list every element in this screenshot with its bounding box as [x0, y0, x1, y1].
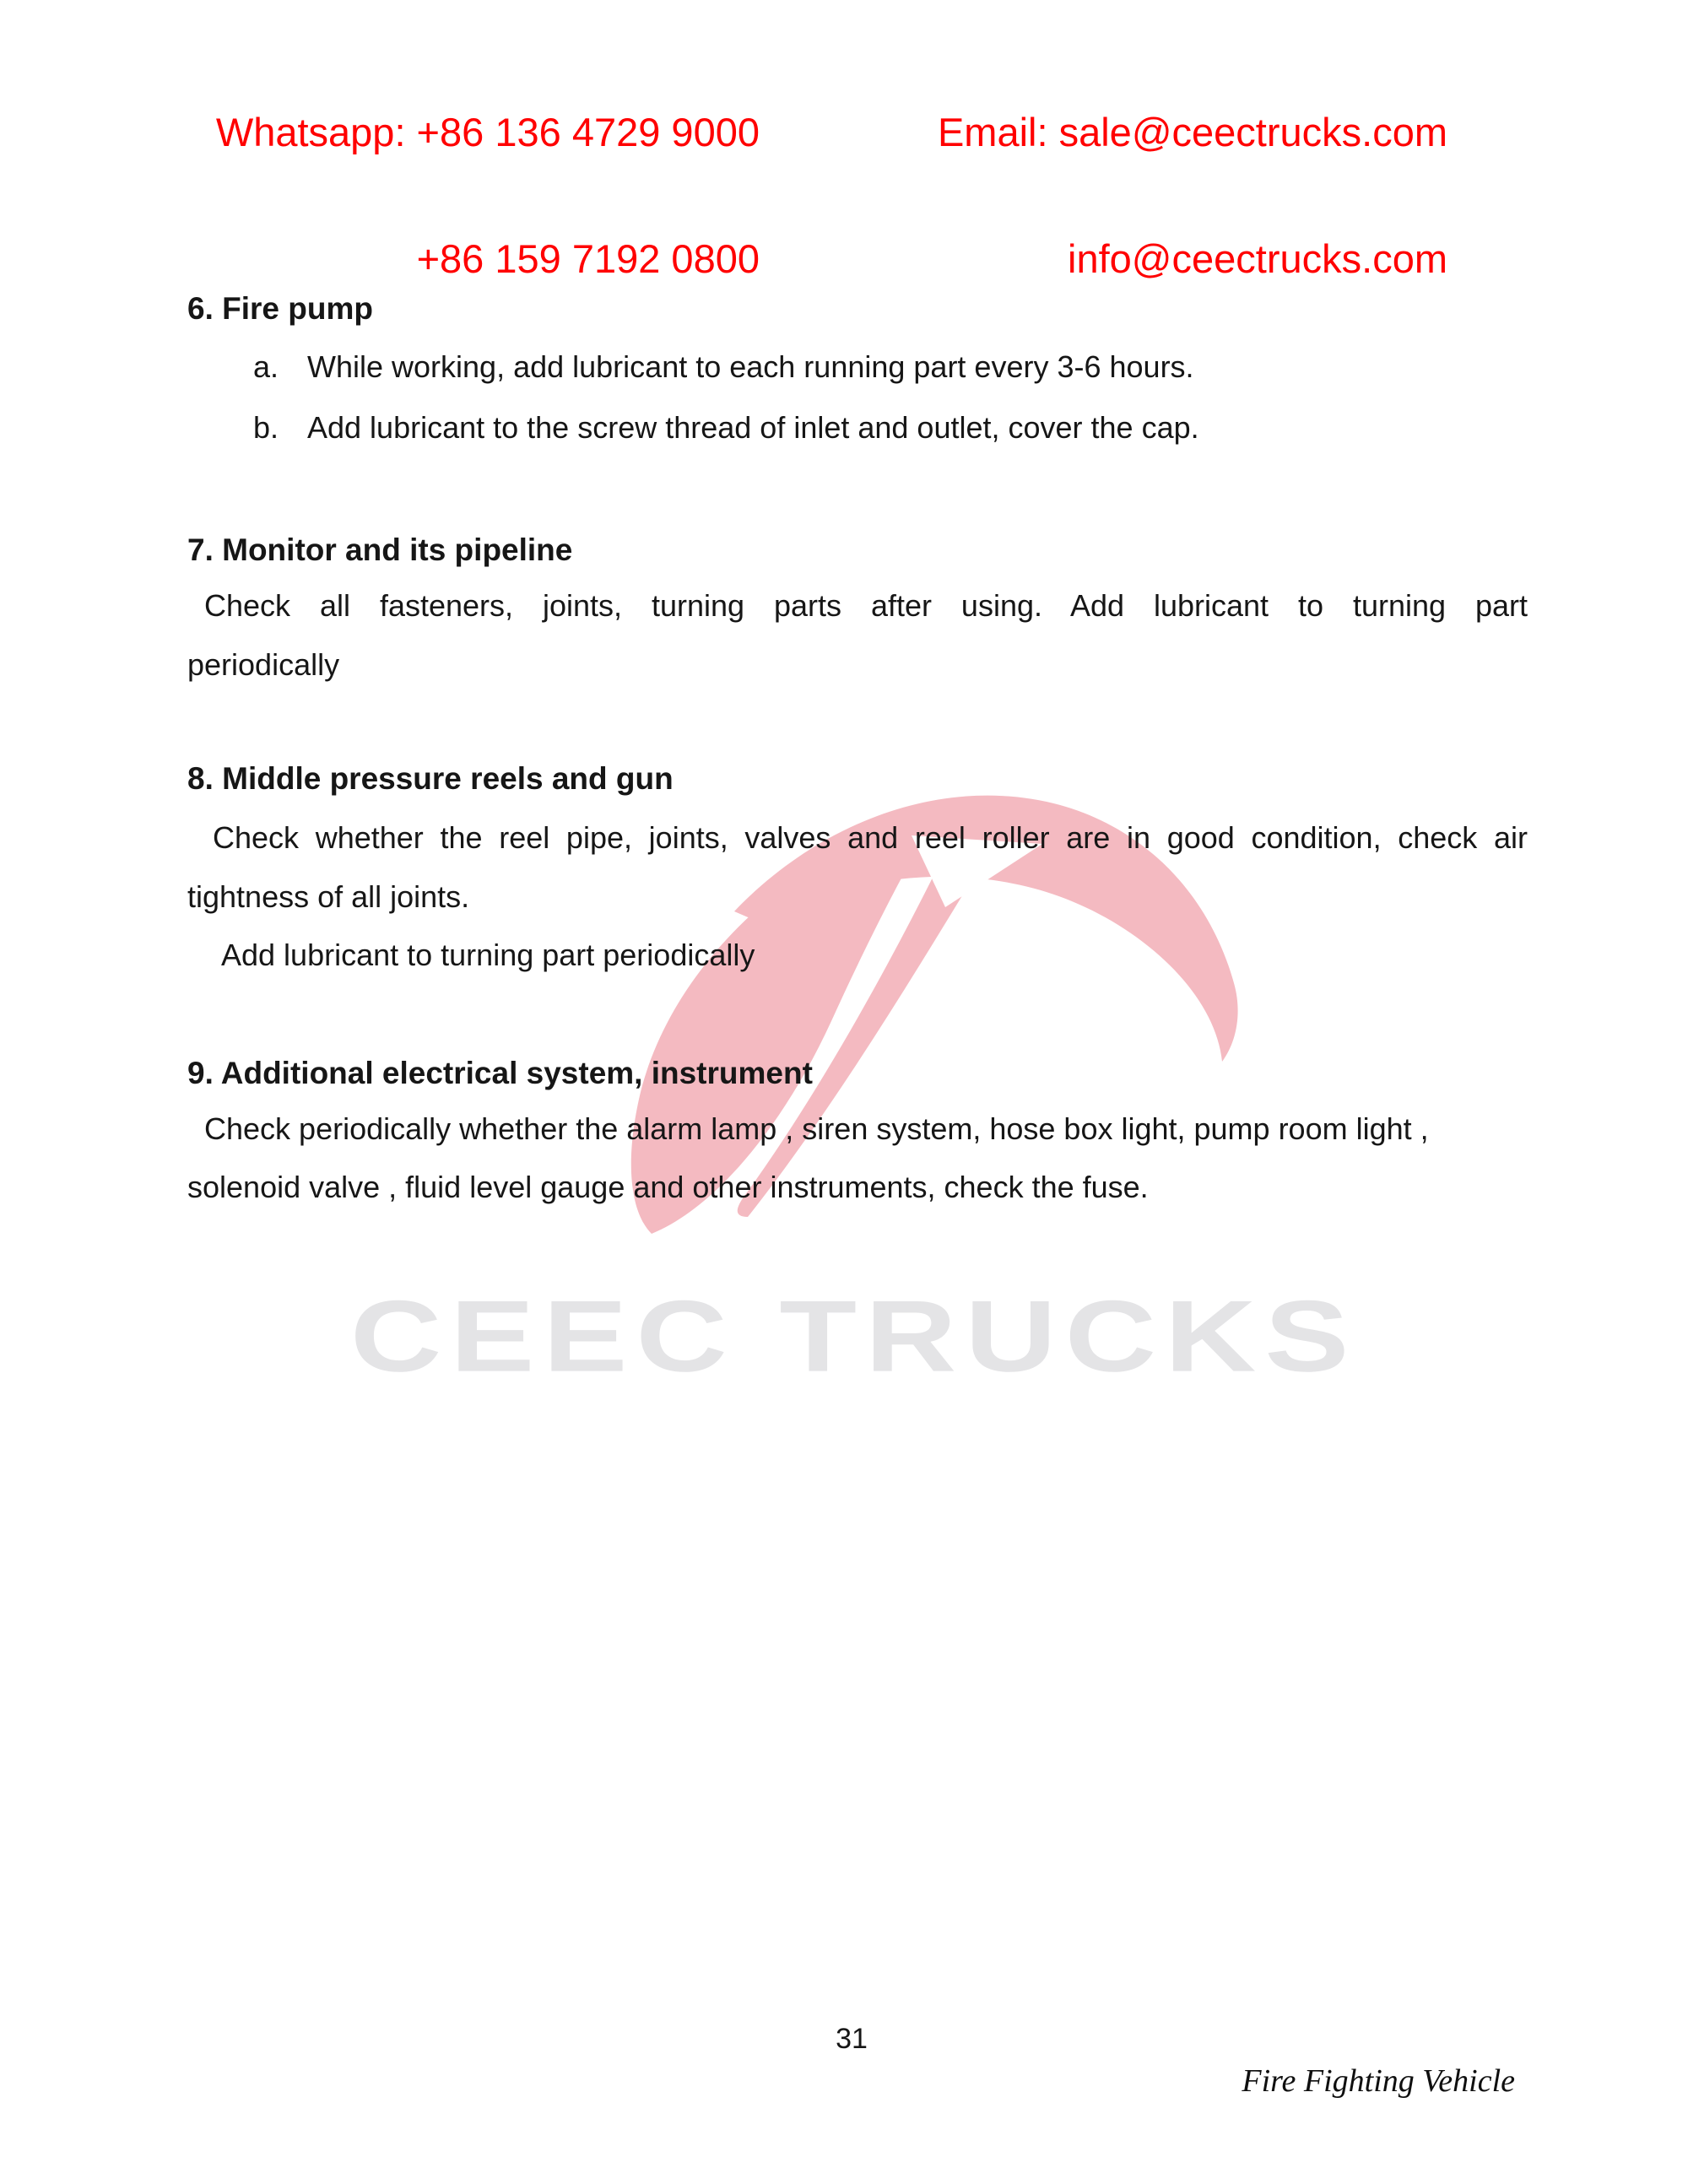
- section-6-heading: 6. Fire pump: [187, 291, 373, 326]
- email-line2: info@ceectrucks.com: [1068, 236, 1447, 281]
- section-8-paragraph-line2: tightness of all joints.: [187, 879, 470, 914]
- list-item-b-label: b.: [253, 410, 279, 445]
- section-7-heading: 7. Monitor and its pipeline: [187, 532, 573, 567]
- section-8-paragraph-line1: Check whether the reel pipe, joints, valves and reel roller are in good condition, check air: [213, 820, 1528, 855]
- list-item-a-text: While working, add lubricant to each running part every 3-6 hours.: [307, 349, 1194, 384]
- section-8-heading: 8. Middle pressure reels and gun: [187, 761, 674, 796]
- section-8-paragraph-line3: Add lubricant to turning part periodically: [221, 938, 755, 972]
- list-item-a: [253, 348, 1528, 387]
- whatsapp-line2: +86 159 7192 0800: [416, 236, 760, 281]
- list-item-a-label: a.: [253, 349, 279, 384]
- section-7-paragraph-line1: Check all fasteners, joints, turning parts after using. Add lubricant to turning part: [204, 588, 1528, 623]
- section-7-paragraph-line2: periodically: [187, 647, 340, 682]
- section-9-paragraph-line2: solenoid valve , fluid level gauge and other instruments, check the fuse.: [187, 1170, 1149, 1204]
- email-line1: Email: sale@ceectrucks.com: [937, 110, 1447, 154]
- section-9-heading: 9. Additional electrical system, instrument: [187, 1056, 813, 1090]
- whatsapp-line1: Whatsapp: +86 136 4729 9000: [215, 110, 760, 154]
- page-number: 31: [836, 2023, 868, 2055]
- ceec-trucks-watermark-text: CEEC TRUCKS: [350, 1279, 1358, 1393]
- section-9-paragraph-line1: Check periodically whether the alarm lamp , siren system, hose box light, pump room light ,: [204, 1111, 1429, 1146]
- list-item-b: [253, 408, 1528, 447]
- list-item-b-text: Add lubricant to the screw thread of inlet and outlet, cover the cap.: [307, 410, 1199, 445]
- document-title-footer: Fire Fighting Vehicle: [1242, 2063, 1515, 2099]
